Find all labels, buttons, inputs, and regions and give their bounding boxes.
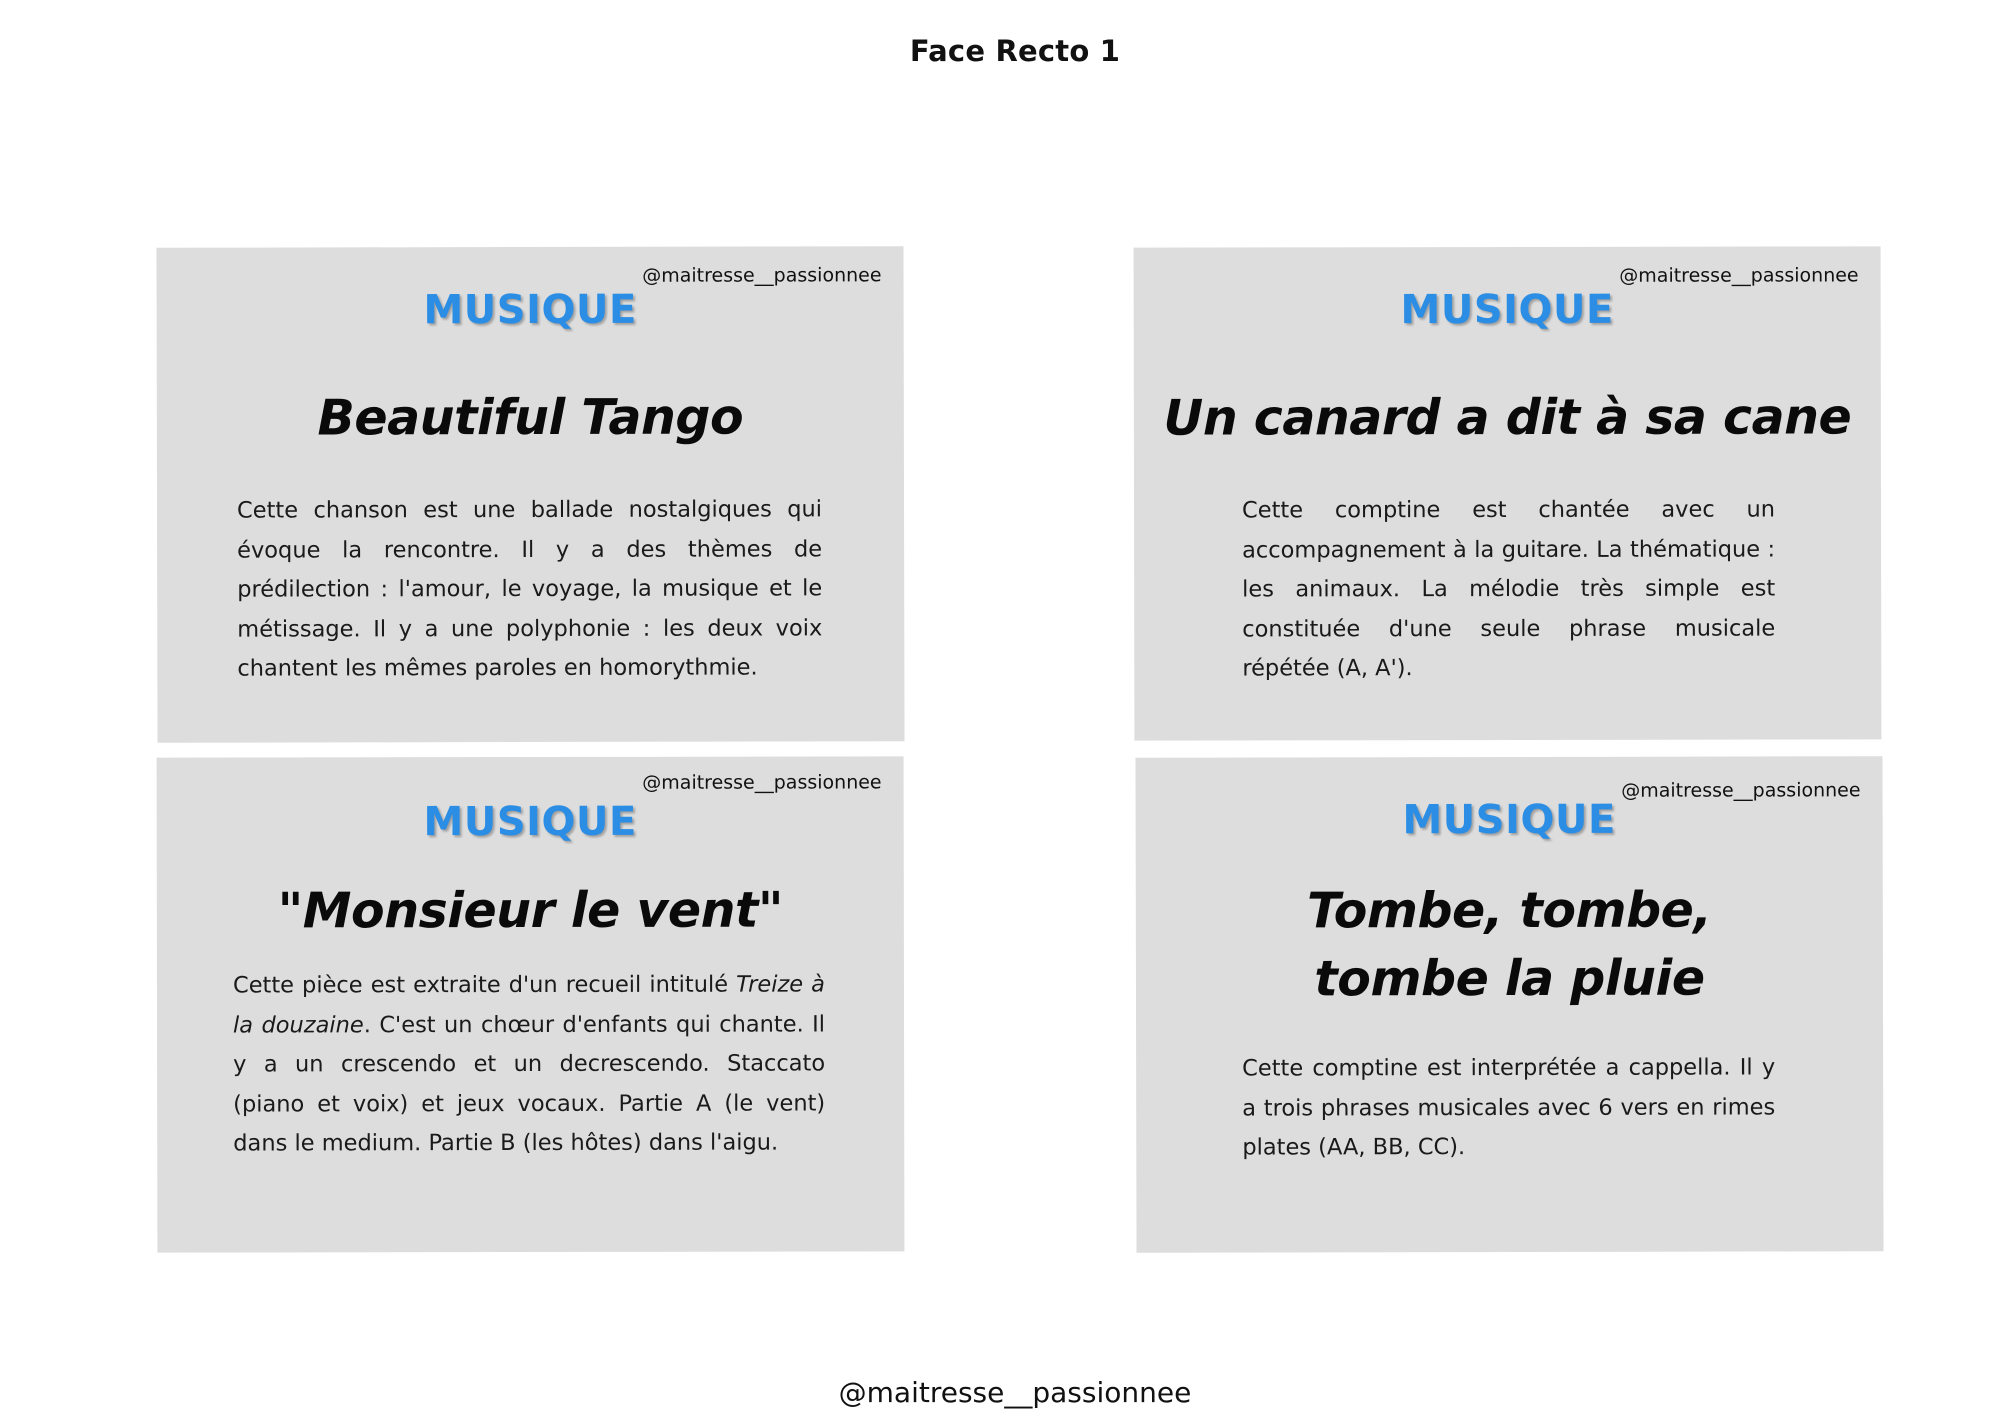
description-text: Cette pièce est extraite d'un recueil intitulé (232, 971, 737, 999)
card-handle: @maitresse__passionnee (1619, 264, 1859, 287)
card-description: Cette chanson est une ballade nostalgiques qui évoque la rencontre. Il y a des thèmes de prédilection : l'amour, le voyage, la musique et le métissage. Il y a une polyphonie : les deux voix chantent les mêmes paroles en homorythmie. (237, 496, 823, 682)
card-category: MUSIQUE (423, 798, 637, 846)
card-title: Un canard a dit à sa cane (1163, 388, 1852, 447)
page-title: Face Recto 1 (909, 34, 1121, 68)
footer-handle: @maitresse__passionnee (838, 1376, 1192, 1409)
card-category: MUSIQUE (423, 286, 637, 334)
card-handle: @maitresse__passionnee (642, 771, 882, 794)
card-description: Cette comptine est interprétée a cappella. Il y a trois phrases musicales avec 6 vers en rimes plates (AA, BB, CC). (1242, 1054, 1776, 1161)
card-category: MUSIQUE (1400, 286, 1614, 334)
card-un-canard (1134, 246, 1882, 740)
card-description: Cette comptine est chantée avec un accompagnement à la guitare. La thématique : les animaux. La mélodie très simple est constituée d'une seule phrase musicale répétée (A, A'). (1242, 496, 1776, 682)
card-description (233, 965, 825, 1164)
card-title: Beautiful Tango (317, 388, 744, 447)
description-text: . C'est un chœur d'enfants qui chante. Il y a un crescendo et un decrescendo. Staccato (piano et voix) et jeux vocaux. Partie A (le vent) dans le medium. Partie B (les hôtes) dans l'aigu. (233, 1010, 826, 1157)
card-title: Tombe, tombe, tombe la pluie (1307, 881, 1712, 1008)
card-category: MUSIQUE (1402, 796, 1616, 844)
card-title: "Monsieur le vent" (277, 881, 784, 940)
card-beautiful-tango (156, 246, 904, 743)
card-tombe-la-pluie (1135, 756, 1883, 1253)
card-handle: @maitresse__passionnee (642, 264, 882, 287)
book-title: Treize à la douzaine (233, 971, 825, 1039)
card-monsieur-le-vent (157, 756, 905, 1252)
card-handle: @maitresse__passionnee (1621, 779, 1861, 802)
